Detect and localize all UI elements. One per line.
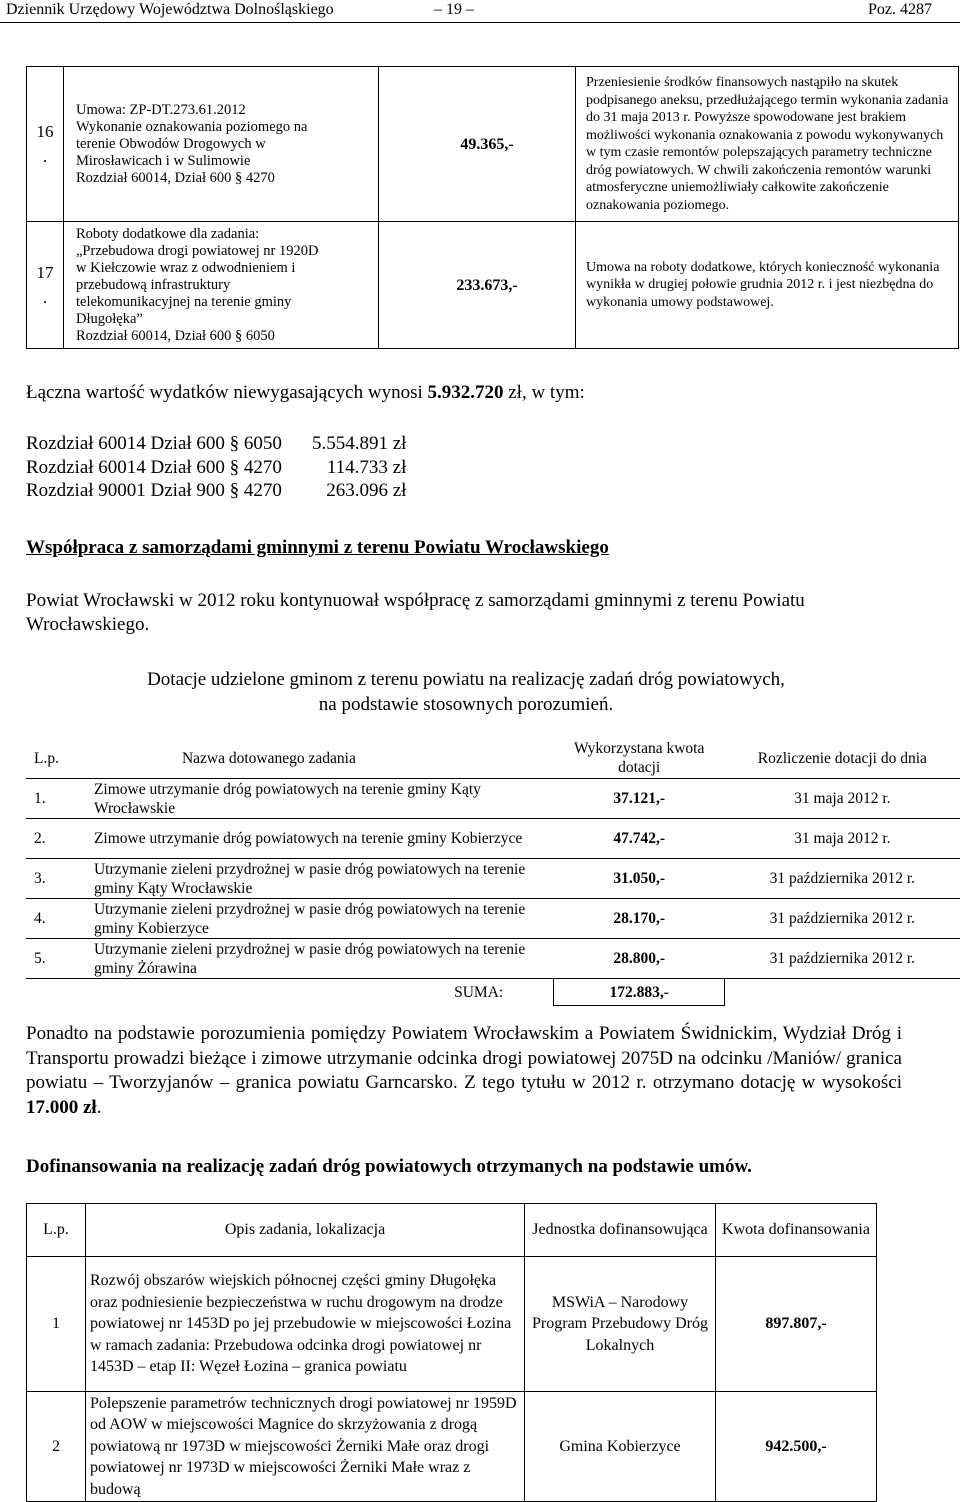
breakdown-value: 5.554.891 zł [311,433,407,454]
total-label: Łączna wartość wydatków niewygasających wynosi [26,382,423,403]
breakdown-label: Rozdział 60014 Dział 600 § 6050 [26,433,282,454]
table-row [26,899,960,939]
budget-classification: Rozdział 60014, Dział 600 § 6050 [76,327,275,344]
description-line: Mirosławicach i w Sulimowie [76,152,251,169]
task-name: Zimowe utrzymanie dróg powiatowych na terenie gminy Kąty Wrocławskie [94,779,554,819]
description-line: terenie Obwodów Drogowych w [76,135,266,152]
total-value: 5.932.720 [427,382,504,403]
description-line: Długołęka” [76,310,143,327]
task-description [64,222,379,349]
row-number: 2. [26,819,94,859]
grant-amount: 28.170,- [554,899,725,939]
task-description [64,67,379,222]
breakdown-row [26,432,406,456]
sum-label: SUMA: [454,983,504,1001]
grant-amount: 37.121,- [554,779,725,819]
breakdown-list [26,432,406,503]
table-header-row [27,1204,877,1257]
table-row [27,222,959,349]
row-number: 1 [27,1257,86,1392]
total-summary [26,382,585,404]
justification-cell: Umowa na roboty dodatkowe, których konieczność wykonania wynikła w drugiej połowie grudnia 2012 r. i jest niezbędna do wykonania umowy podstawowej. [576,222,959,349]
column-header: Wykorzystana kwota dotacji [554,738,725,779]
task-name: Utrzymanie zieleni przydrożnej w pasie dróg powiatowych na terenie gminy Kobierzyce [94,899,554,939]
funding-amount: 897.807,- [716,1257,877,1392]
sum-value: 172.883,- [554,979,725,1006]
agreement-amount: 17.000 zł [26,1096,97,1118]
row-number: 16 . [27,67,64,222]
breakdown-value: 263.096 zł [326,480,407,501]
settlement-date: 31 października 2012 r. [725,859,960,899]
empty-cell [725,979,960,1006]
page-header [0,0,960,22]
journal-title: Dziennik Urzędowy Województwa Dolnośląskiego [6,1,334,18]
table-title-line: na podstawie stosownych porozumień. [318,694,614,715]
task-description: Polepszenie parametrów technicznych drogi powiatowej nr 1959D od AOW w miejscowości Magnice do skrzyżowania z drogą powiatową nr 1973D w miejscowości Żerniki Małe oraz drogi powiatowej nr 1973D w miejscowości Żerniki Małe wraz z budową [86,1392,525,1502]
table-header-row [26,738,960,779]
justification-cell: Przeniesienie środków finansowych nastąpiło na skutek podpisanego aneksu, przedłużającego termin wykonania zadania do 31 maja 2013 r. Powyższe spowodowane jest brakiem możliwości wykonania oznakowania z powodu wykonywanych w tym czasie remontów polepszających parametry techniczne dróg powiatowych. W chwili zakończenia remontów warunki atmosferyczne uniemożliwiały całkowite zakończenie oznakowania poziomego. [576,67,959,222]
funding-amount: 942.500,- [716,1392,877,1502]
grant-amount: 47.742,- [554,819,725,859]
column-header: Opis zadania, lokalizacja [86,1204,525,1257]
sum-row [26,979,960,1006]
breakdown-row [26,479,406,503]
table-row [26,859,960,899]
row-number: 1. [26,779,94,819]
task-description: Rozwój obszarów wiejskich północnej części gminy Długołęka oraz podniesienie bezpieczeństwa w ruchu drogowym na drodze powiatowej nr 1453D po jej przebudowie w miejscowości Łozina w ramach zadania: Przebudowa odcinka drogi powiatowej nr 1453D – etap II: Węzeł Łozina – granica powiatu [86,1257,525,1392]
grants-table [26,738,960,1006]
table-row [27,1257,877,1392]
total-suffix: zł, w tym: [503,382,585,403]
page-number: – 19 – [434,1,474,18]
grant-amount: 28.800,- [554,939,725,979]
settlement-date: 31 maja 2012 r. [725,819,960,859]
breakdown-value: 114.733 zł [326,456,407,478]
funding-unit: MSWiA – Narodowy Program Przebudowy Dróg Lokalnych [525,1257,716,1392]
budget-classification: Rozdział 60014, Dział 600 § 4270 [76,169,275,186]
expenses-table [26,66,959,349]
task-name: Utrzymanie zieleni przydrożnej w pasie dróg powiatowych na terenie gminy Żórawina [94,939,554,979]
table-title [26,667,906,717]
task-name: Utrzymanie zieleni przydrożnej w pasie dróg powiatowych na terenie gminy Kąty Wrocławskie [94,859,554,899]
row-number: 5. [26,939,94,979]
settlement-date: 31 października 2012 r. [725,939,960,979]
table-row [27,67,959,222]
position-number: Poz. 4287 [868,1,932,18]
description-line: telekomunikacyjnej na terenie gminy [76,293,292,310]
section-heading: Dofinansowania na realizację zadań dróg powiatowych otrzymanych na podstawie umów. [26,1156,752,1177]
table-row [26,939,960,979]
row-number: 17 . [27,222,64,349]
table-title-line: Dotacje udzielone gminom z terenu powiatu na realizację zadań dróg powiatowych, [147,669,785,690]
breakdown-label: Rozdział 60014 Dział 600 § 4270 [26,456,282,478]
agreement-text: Ponadto na podstawie porozumienia pomiędzy Powiatem Wrocławskim a Powiatem Świdnickim, Wydział Dróg i Transportu prowadzi bieżące i zimowe utrzymanie odcinka drogi powiatowej 2075D na odcinku /Maniów/ granica powiatu – Tworzyjanów – granica powiatu Garncarsko. Z tego tytułu w 2012 r. otrzymano dotację w wysokości [26,1023,902,1093]
section-heading: Współpraca z samorządami gminnymi z terenu Powiatu Wrocławskiego [26,537,609,558]
table-row [27,1392,877,1502]
agreement-end: . [96,1096,102,1118]
amount-cell: 233.673,- [379,222,576,349]
row-number: 4. [26,899,94,939]
empty-cell [26,979,94,1006]
column-header: L.p. [26,738,94,779]
column-header: Nazwa dotowanego zadania [94,738,554,779]
description-line: Wykonanie oznakowania poziomego na [76,118,308,135]
header-divider [0,22,960,23]
table-row [26,779,960,819]
row-number: 2 [27,1392,86,1502]
breakdown-label: Rozdział 90001 Dział 900 § 4270 [26,480,282,501]
section-paragraph: Powiat Wrocławski w 2012 roku kontynuował współpracę z samorządami gminnymi z terenu Powiatu Wrocławskiego. [26,590,805,635]
cofinancing-table [26,1203,877,1502]
description-line: „Przebudowa drogi powiatowej nr 1920D [76,242,319,259]
table-row [26,819,960,859]
settlement-date: 31 maja 2012 r. [725,779,960,819]
description-line: Roboty dodatkowe dla zadania: [76,225,260,242]
settlement-date: 31 października 2012 r. [725,899,960,939]
column-header: Kwota dofinansowania [716,1204,877,1257]
breakdown-row [26,456,406,480]
task-name: Zimowe utrzymanie dróg powiatowych na terenie gminy Kobierzyce [94,819,554,859]
row-number: 3. [26,859,94,899]
description-line: w Kiełczowie wraz z odwodnieniem i [76,259,296,276]
column-header: Rozliczenie dotacji do dnia [725,738,960,779]
description-line: przebudową infrastruktury [76,276,231,293]
column-header: Jednostka dofinansowująca [525,1204,716,1257]
amount-cell: 49.365,- [379,67,576,222]
grant-amount: 31.050,- [554,859,725,899]
agreement-paragraph [26,1022,902,1120]
contract-number: Umowa: ZP-DT.273.61.2012 [76,101,246,118]
funding-unit: Gmina Kobierzyce [525,1392,716,1502]
column-header: L.p. [27,1204,86,1257]
